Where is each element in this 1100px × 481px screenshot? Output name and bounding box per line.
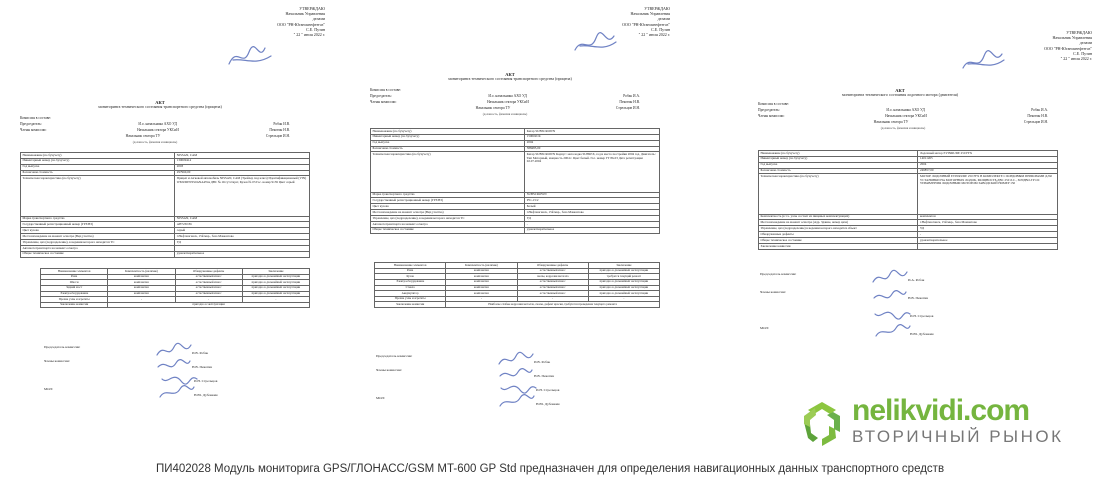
- signature-mol: [376, 396, 596, 410]
- act-header: [70, 100, 250, 110]
- sig-label: Председатель комиссии:: [376, 354, 413, 358]
- conclusion-value: пригодно к эксплуатации: [108, 302, 310, 308]
- info-value: 297960,00: [175, 170, 310, 176]
- sig-name: И.В. Робак: [192, 351, 209, 355]
- approval-signature: [570, 30, 620, 60]
- approval-title: УТВЕРЖДАЮ: [644, 6, 670, 11]
- logo-brand: nelikvidi.com: [852, 394, 1030, 427]
- sig-name: И.Н. Стрельцов: [910, 314, 934, 318]
- members-label: Члены комиссии:: [758, 114, 785, 119]
- member-position: Начальник сектора УКСиИ: [885, 114, 927, 119]
- sig-name: Н.В. Пекотин: [908, 296, 929, 300]
- act-subtitle: мониторинга технического состояния лодочного мотора (двигателя): [842, 92, 958, 98]
- document-page-2: [340, 0, 680, 458]
- info-value: 14011265: [918, 156, 1058, 162]
- act-title: АКТ: [895, 88, 905, 93]
- vehicle-info-table: [20, 152, 310, 258]
- cell: комплектен: [446, 279, 517, 285]
- info-key: Балансовая стоимость: [21, 170, 175, 176]
- info-value: 588485,00: [525, 146, 660, 152]
- handwritten-signature: [870, 286, 910, 306]
- cell: комплектен: [108, 285, 175, 291]
- cell: комплектен: [108, 274, 175, 280]
- member-name: Пекотин Н.В.: [1027, 114, 1048, 119]
- approval-date: " 22 " июля 2022 г.: [638, 31, 670, 37]
- info-key: Инвентарный номер (по бухучету): [21, 158, 175, 164]
- info-value: г.Нефтеюганск, 15й мкр., база Мамонтово: [525, 210, 660, 216]
- info-key: Обнаруженные дефекты: [759, 232, 918, 238]
- sig-label: МОЛ:: [376, 396, 385, 400]
- cell: комплектен: [108, 291, 175, 297]
- position-hint: (должность, фамилия и инициалы): [482, 111, 528, 116]
- signature-mol: [760, 326, 1000, 344]
- info-key: Цвет кузова: [371, 204, 525, 210]
- recycle-icon: [796, 398, 848, 450]
- table-row: [375, 302, 660, 308]
- info-value: Лодочный мотор EVINRUDE 250 FFX: [918, 151, 1058, 157]
- approval-signer: С.Е. Пузин: [306, 26, 325, 32]
- document-page-1: [0, 0, 330, 458]
- info-value: УД: [525, 216, 660, 222]
- cell: пригодно к дальнейшей эксплуатации: [588, 285, 659, 291]
- logo-tagline: ВТОРИЧНЫЙ РЫНОК: [852, 427, 1064, 446]
- info-value: Катер SUBSCROWN Корпус: мотолодка SUPREX, год и место постройки 2004 год. Двигатель: Тип Моторный, мощность 2004 г. Цвет белый. Гос. номер ГТ 86-03 Дата регистрации 02.07.2004: [525, 152, 660, 192]
- info-value: г.Нефтеюганск, 15й мкр., база Мамонтово: [175, 234, 310, 240]
- approval-date: " 22 " июля 2022 г.: [1060, 55, 1092, 61]
- info-value: УД: [918, 226, 1058, 232]
- info-key: Автомототранспорта на момент осмотра: [371, 221, 525, 227]
- approval-line: Начальник Управления: [1052, 35, 1092, 41]
- info-value: Р51-15/2: [525, 198, 660, 204]
- conclusion-label: Заключение комиссии: [759, 243, 918, 249]
- sig-name: Н.Ю. Дубовкин: [194, 393, 218, 397]
- approval-line: Начальник Управления: [285, 11, 325, 17]
- sig-name: Н.Ю. Дубовкин: [536, 402, 560, 406]
- info-key: Год выпуска: [759, 162, 918, 168]
- commission-block: [370, 88, 640, 118]
- sig-name: И.Н. Стрельцов: [536, 388, 560, 392]
- act-subtitle: мониторинга технического состояния транспортного средства (прицепа): [448, 76, 572, 82]
- signatures-block: [760, 272, 1000, 344]
- info-key: Государственный регистрационный номер (ГРЗ/ВЗ): [21, 222, 175, 228]
- info-key: Наименование (по бухучету): [21, 153, 175, 159]
- act-header: [420, 72, 600, 82]
- approval-line: делами: [312, 16, 325, 22]
- info-key: Управление, цех (подразделение) в ведении которого находится объект: [759, 226, 918, 232]
- member-position: Начальник сектора ТУ: [475, 106, 511, 111]
- commission-label: Комиссия в составе:: [370, 88, 401, 92]
- cell: естественный износ: [517, 291, 588, 297]
- info-key: Марка транспортного средства: [371, 192, 525, 198]
- position-hint: (должность, фамилия и инициалы): [880, 125, 926, 130]
- sig-name: Н.В. Пекотин: [534, 374, 555, 378]
- table-row: [759, 243, 1058, 249]
- info-key: Балансовая стоимость: [371, 146, 525, 152]
- defects-table: [374, 262, 660, 308]
- info-value: АН7230 86: [175, 222, 310, 228]
- member-name: Пекотин Н.В.: [619, 100, 640, 105]
- chair-name: Робак И.А.: [623, 94, 640, 99]
- signature-mol: [44, 387, 264, 401]
- info-key: Наименование (по бухучету): [371, 129, 525, 135]
- cell: естественный износ: [517, 268, 588, 274]
- signature-member: [44, 359, 264, 373]
- cell: -: [175, 297, 242, 303]
- act-subtitle: мониторинга технического состояния транспортного средства (прицепа): [98, 104, 222, 110]
- chair-position: И.о. начальника АХО УД: [886, 108, 925, 113]
- table-row: [41, 302, 310, 308]
- info-value: Прицеп и легковой автомобиль NISSAN, CAM (Трейлер под ключ) Идентификационный (VIN) WMUDENSS0ANA4WA ДВС № Отсутствует, Кузов № 03 Гос. номер 9139 Цвет серый: [175, 176, 310, 216]
- nelikvidi-logo[interactable]: [796, 394, 1064, 454]
- engine-info-table: [758, 150, 1058, 250]
- cell: пригодно к дальнейшей эксплуатации: [242, 291, 309, 297]
- info-key: Общее техническое состояние: [371, 227, 525, 233]
- cell: Задний мост: [41, 285, 108, 291]
- info-value: NISSAN, CAM: [175, 216, 310, 222]
- sig-name: И.В. Робак: [534, 360, 551, 364]
- chair-label: Председатель:: [370, 94, 392, 99]
- approval-line: делами: [1079, 40, 1092, 46]
- handwritten-signature: [496, 392, 536, 412]
- cell: комплектен: [108, 280, 175, 286]
- chair-position: И.о. начальника АХО УД: [488, 94, 527, 99]
- handwritten-signature: [872, 322, 912, 342]
- info-value: серый: [175, 228, 310, 234]
- cell: Электрооборудование: [41, 291, 108, 297]
- act-header: [810, 88, 990, 98]
- info-key: Государственный регистрационный номер (ГРЗ/ВЗ): [371, 198, 525, 204]
- info-value: -: [525, 221, 660, 227]
- act-title: АКТ: [505, 72, 515, 77]
- cell: пригодно к дальнейшей эксплуатации: [588, 291, 659, 297]
- cell: Рама: [375, 268, 446, 274]
- info-value: 249857,00: [918, 168, 1058, 174]
- chair-label: Председатель:: [20, 122, 42, 127]
- member-position: Начальник сектора ТУ: [873, 120, 909, 125]
- column-header: Заключение: [588, 263, 659, 269]
- info-key: Техническая характеристика (по бухучету): [21, 176, 175, 216]
- info-value: Катер SUBSCROWN: [525, 129, 660, 135]
- info-key: Техническая характеристика (по бухучету): [371, 152, 525, 192]
- members-label: Члены комиссии:: [370, 100, 397, 105]
- member-position: Начальник сектора УКСиИ: [487, 100, 529, 105]
- signatures-block: [376, 354, 596, 410]
- chair-name: Робак И.А.: [1031, 108, 1048, 113]
- cell: естественный износ: [175, 280, 242, 286]
- member-position: Начальник сектора ТУ: [125, 134, 161, 139]
- info-value: SUBSCROWN: [525, 192, 660, 198]
- commission-label: Комиссия в составе:: [20, 116, 51, 120]
- cell: естественный износ: [517, 279, 588, 285]
- cell: Кузов: [375, 274, 446, 280]
- signatures-block: [44, 345, 264, 401]
- sig-label: Члены комиссии:: [376, 368, 402, 372]
- approval-signature: [225, 42, 275, 72]
- chair-name: Робак И.В.: [273, 122, 290, 127]
- cell: естественный износ: [175, 291, 242, 297]
- cell: Электрооборудование: [375, 279, 446, 285]
- info-value: 2003: [175, 164, 310, 170]
- column-header: Заключение: [242, 269, 309, 275]
- column-header: Комплектность (наличие): [108, 269, 175, 275]
- sig-label: Председатель комиссии:: [44, 345, 81, 349]
- approval-signer: С.Е. Пузин: [1073, 50, 1092, 56]
- cell: естественный износ: [517, 285, 588, 291]
- sig-name: И.Н. Стрельцов: [194, 379, 218, 383]
- info-value: удовлетворительное: [525, 227, 660, 233]
- position-hint: (должность, фамилия и инициалы): [132, 139, 178, 144]
- cell: -: [588, 296, 659, 302]
- member-position: Начальник сектора УКСиИ: [137, 128, 179, 133]
- info-key: Наименование (по бухучету): [759, 151, 918, 157]
- image-caption: ПИ402028 Модуль мониторига GPS/ГЛОНАСС/GSM MT-600 GP Std предназначен для определения навигационных данных транспортного средств: [0, 458, 1100, 481]
- info-key: Общее техническое состояние: [759, 238, 918, 244]
- sig-label: Председатель комиссии:: [760, 272, 797, 276]
- table-row: [21, 176, 310, 216]
- cell: естественный износ: [175, 274, 242, 280]
- approval-line: ООО "РН-Юганскнефтегаз": [1044, 45, 1092, 51]
- info-value: 2004: [525, 140, 660, 146]
- handwritten-signature: [870, 268, 910, 288]
- cell: Прочие узлы и агрегаты: [41, 297, 108, 303]
- approval-block: [215, 6, 325, 37]
- info-value: УД: [175, 240, 310, 246]
- cell: сколы, коррозия металла: [517, 274, 588, 280]
- handwritten-signature: [156, 383, 196, 403]
- info-key: Год выпуска: [21, 164, 175, 170]
- info-key: Цвет кузова: [21, 228, 175, 234]
- info-key: Местонахождение на момент осмотра (Вид участка): [21, 234, 175, 240]
- conclusion-label: Заключение комиссии: [375, 302, 446, 308]
- sig-name: Н.В. Пекотин: [192, 365, 213, 369]
- sig-label: МОЛ:: [44, 387, 53, 391]
- cell: пригодно к дальнейшей эксплуатации: [242, 285, 309, 291]
- info-key: Общее техническое состояние: [21, 251, 175, 257]
- info-value: г.Нефтеюганск, 15й мкр., база Мамонтово: [918, 220, 1058, 226]
- commission-block: [20, 116, 290, 146]
- info-value: NISSAN, CAM: [175, 153, 310, 159]
- table-row: [371, 227, 660, 233]
- members-label: Члены комиссии:: [20, 128, 47, 133]
- info-key: Комплектность (в т.ч. узлы состоят из пищевых комплектующих): [759, 214, 918, 220]
- cell: -: [446, 296, 517, 302]
- cell: пригодно к дальнейшей эксплуатации: [242, 274, 309, 280]
- column-header: Обнаруженные дефекты: [175, 269, 242, 275]
- table-row: [371, 152, 660, 192]
- cell: Аккумулятор: [375, 291, 446, 297]
- info-value: -: [918, 232, 1058, 238]
- table-row: [759, 174, 1058, 214]
- cell: пригодно к дальнейшей эксплуатации: [588, 268, 659, 274]
- member-name: Стрельцов И.Н.: [1023, 120, 1048, 125]
- info-value: удовлетворительное: [175, 251, 310, 257]
- info-key: Техническая характеристика (по бухучету): [759, 174, 918, 214]
- signature-member: [376, 368, 596, 382]
- info-value: Белый: [525, 204, 660, 210]
- column-header: Наименование элементов: [41, 269, 108, 275]
- info-key: Инвентарный номер (по бухучету): [371, 134, 525, 140]
- approval-title: УТВЕРЖДАЮ: [299, 6, 325, 11]
- approval-line: ООО "РН-Юганскнефтегаз": [277, 21, 325, 27]
- info-key: Автомототранспорта на момент осмотра: [21, 245, 175, 251]
- approval-line: ООО "РН-Юганскнефтегаз": [622, 21, 670, 27]
- column-header: Обнаруженные дефекты: [517, 263, 588, 269]
- vehicle-info-table: [370, 128, 660, 234]
- sig-label: Члены комиссии:: [760, 290, 786, 294]
- member-name: Стрельцов И.Н.: [265, 134, 290, 139]
- cell: Прочие узлы и агрегаты: [375, 296, 446, 302]
- commission-label: Комиссия в составе:: [758, 102, 789, 106]
- cell: Рама: [41, 274, 108, 280]
- cell: пригодно к дальнейшей эксплуатации: [242, 280, 309, 286]
- approval-signer: С.Е. Пузин: [651, 26, 670, 32]
- approval-title: УТВЕРЖДАЮ: [1066, 30, 1092, 35]
- cell: комплектен: [446, 285, 517, 291]
- cell: Стекла: [375, 285, 446, 291]
- info-value: комплектен: [918, 214, 1058, 220]
- info-value: 150002СК: [525, 134, 660, 140]
- cell: комплектен: [446, 291, 517, 297]
- info-key: Управление, цех (подразделение), в ведении которого находится ТС: [21, 240, 175, 246]
- cell: комплектен: [446, 274, 517, 280]
- cell: требуется текущий ремонт: [588, 274, 659, 280]
- chair-label: Председатель:: [758, 108, 780, 113]
- chair-position: И.о. начальника АХО УД: [138, 122, 177, 127]
- act-title: АКТ: [155, 100, 165, 105]
- cell: комплектен: [446, 268, 517, 274]
- cell: естественный износ: [175, 285, 242, 291]
- info-key: Инвентарный номер (по бухучету): [759, 156, 918, 162]
- approval-line: делами: [657, 16, 670, 22]
- member-name: Стрельцов И.Н.: [615, 106, 640, 111]
- signature-chair: [376, 354, 596, 368]
- sig-name: Н.Ю. Дубовкин: [910, 332, 934, 336]
- info-key: Управление, цех (подразделение), в ведении которого находится ТС: [371, 216, 525, 222]
- cell: -: [242, 297, 309, 303]
- approval-signature: [958, 48, 1008, 78]
- sig-label: Члены комиссии:: [44, 359, 70, 363]
- conclusion-value: Наиболее слабые коррозии металла, сколы, дефект краски, требуются проведение текущего ремонта: [446, 302, 660, 308]
- sig-name: И.А. Робак: [908, 278, 925, 282]
- info-value: 2004: [918, 162, 1058, 168]
- handwritten-signature: [872, 304, 912, 324]
- approval-date: " 22 " июля 2022 г.: [293, 31, 325, 37]
- info-key: Местонахождение на момент осмотра (Адр. Здание, номер цеха): [759, 220, 918, 226]
- member-name: Пекотин Н.В.: [269, 128, 290, 133]
- info-value: 130009414: [175, 158, 310, 164]
- signature-member: [44, 373, 264, 387]
- conclusion-value: [918, 243, 1058, 249]
- column-header: Наименование элементов: [375, 263, 446, 269]
- info-key: Балансовая стоимость: [759, 168, 918, 174]
- cell: Шасси: [41, 280, 108, 286]
- info-key: Год выпуска: [371, 140, 525, 146]
- defects-table: [40, 268, 310, 308]
- sig-label: МОЛ:: [760, 326, 769, 330]
- table-row: [21, 251, 310, 257]
- approval-line: Начальник Управления: [630, 11, 670, 17]
- conclusion-label: Заключение комиссии: [41, 302, 108, 308]
- info-value: МОТОР ЛОДОЧНЫЙ EVINRUDE 250 FFX В КОМПЛЕКТЕ С БОРДОВЫМ ПРИБОРАМИ ДЛЯ УСТАНОВКИ НА МОТОРНЫХ ЛОДОК, МОЩНОСТЬ ДВС 250 Л.С., ЗОУДВО-ТР ОС УПРАВЛЕНИЯ ЛОДОЧНЫМ МОТОРОМ ЗАВОДСКОЙ НОМЕР 150: [918, 174, 1058, 214]
- commission-block: [758, 102, 1048, 132]
- document-page-3: [700, 0, 1100, 458]
- info-value: удовлетворительное: [918, 238, 1058, 244]
- cell: -: [517, 296, 588, 302]
- info-key: Марка транспортного средства: [21, 216, 175, 222]
- cell: -: [108, 297, 175, 303]
- signature-member: [376, 382, 596, 396]
- column-header: Комплектность (наличие): [446, 263, 517, 269]
- cell: пригодно к дальнейшей эксплуатации: [588, 279, 659, 285]
- info-key: Местонахождение на момент осмотра (Вид участка): [371, 210, 525, 216]
